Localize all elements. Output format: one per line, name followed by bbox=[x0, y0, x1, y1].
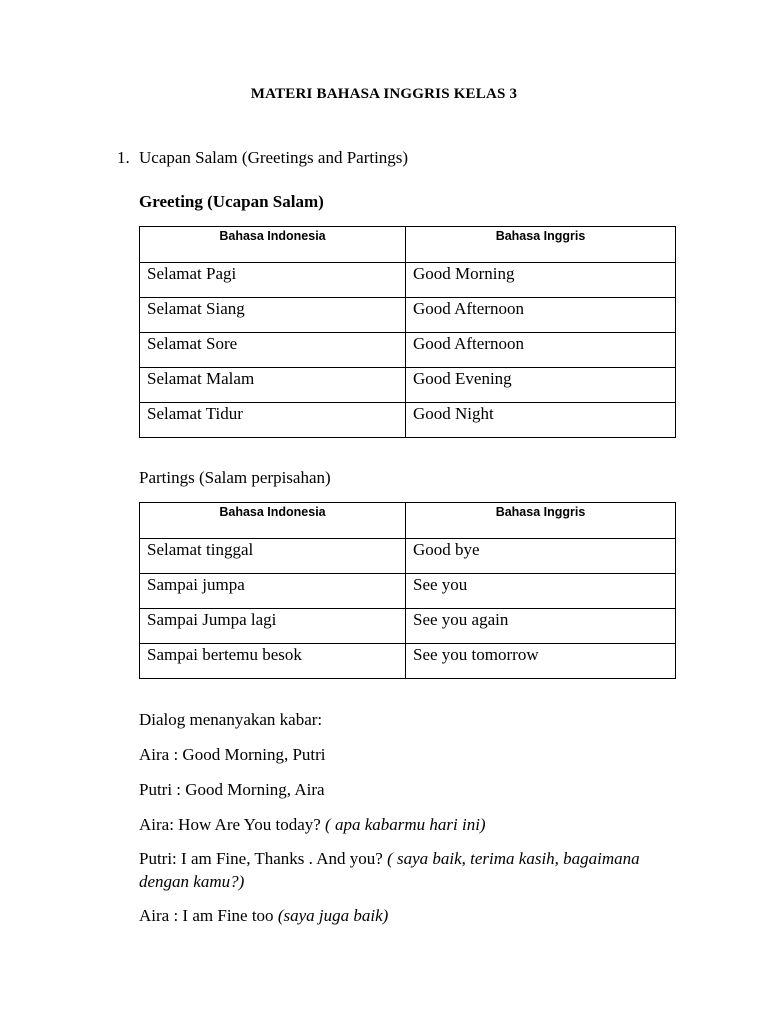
indonesian-cell: Selamat Pagi bbox=[140, 263, 406, 298]
column-header-indonesia: Bahasa Indonesia bbox=[140, 227, 406, 263]
document-title: MATERI BAHASA INGGRIS KELAS 3 bbox=[250, 86, 518, 102]
dialog-heading: Dialog menanyakan kabar: bbox=[139, 710, 323, 729]
dialog-line bbox=[139, 778, 679, 801]
column-header-english: Bahasa Inggris bbox=[406, 503, 676, 539]
english-cell: Good Afternoon bbox=[406, 333, 676, 368]
partings-heading: Partings (Salam perpisahan) bbox=[139, 468, 331, 487]
indonesian-cell: Selamat tinggal bbox=[140, 539, 406, 574]
column-header-english: Bahasa Inggris bbox=[406, 227, 676, 263]
english-cell: Good Night bbox=[406, 403, 676, 438]
partings-table bbox=[139, 502, 676, 679]
dialog-text: Aira : Good Morning, Putri bbox=[139, 745, 326, 764]
table-row bbox=[140, 333, 676, 368]
dialog-line bbox=[139, 847, 679, 893]
english-cell: Good Morning bbox=[406, 263, 676, 298]
table-row bbox=[140, 403, 676, 438]
english-cell: Good Evening bbox=[406, 368, 676, 403]
table-row bbox=[140, 539, 676, 574]
greeting-table bbox=[139, 226, 676, 438]
table-row bbox=[140, 574, 676, 609]
dialog-line bbox=[139, 813, 679, 836]
indonesian-cell: Selamat Sore bbox=[140, 333, 406, 368]
english-cell: Good Afternoon bbox=[406, 298, 676, 333]
indonesian-cell: Sampai Jumpa lagi bbox=[140, 609, 406, 644]
table-header-row bbox=[140, 227, 676, 263]
column-header-indonesia: Bahasa Indonesia bbox=[140, 503, 406, 539]
indonesian-cell: Selamat Siang bbox=[140, 298, 406, 333]
dialog-text: Aira: How Are You today? bbox=[139, 815, 326, 834]
indonesian-cell: Selamat Tidur bbox=[140, 403, 406, 438]
indonesian-cell: Sampai bertemu besok bbox=[140, 644, 406, 679]
english-cell: See you again bbox=[406, 609, 676, 644]
table-header-row bbox=[140, 503, 676, 539]
english-cell: See you tomorrow bbox=[406, 644, 676, 679]
section-heading-text: Ucapan Salam (Greetings and Partings) bbox=[139, 148, 409, 167]
dialog-line bbox=[139, 743, 679, 766]
section-number: 1. bbox=[117, 148, 130, 167]
dialog-translation: (saya juga baik) bbox=[277, 906, 389, 925]
table-row bbox=[140, 368, 676, 403]
indonesian-cell: Sampai jumpa bbox=[140, 574, 406, 609]
dialog-line bbox=[139, 904, 679, 927]
dialog-text: Aira : I am Fine too bbox=[139, 906, 278, 925]
indonesian-cell: Selamat Malam bbox=[140, 368, 406, 403]
english-cell: See you bbox=[406, 574, 676, 609]
table-row bbox=[140, 298, 676, 333]
table-row bbox=[140, 644, 676, 679]
dialog-text: Putri: I am Fine, Thanks . And you? bbox=[139, 849, 388, 868]
dialog-text: Putri : Good Morning, Aira bbox=[139, 780, 325, 799]
dialog-translation: ( apa kabarmu hari ini) bbox=[325, 815, 486, 834]
table-row bbox=[140, 263, 676, 298]
english-cell: Good bye bbox=[406, 539, 676, 574]
greeting-heading: Greeting (Ucapan Salam) bbox=[139, 192, 324, 211]
table-row bbox=[140, 609, 676, 644]
dialog-translation: ( saya baik, terima kasih, bagaimana dengan kamu?) bbox=[139, 849, 640, 891]
